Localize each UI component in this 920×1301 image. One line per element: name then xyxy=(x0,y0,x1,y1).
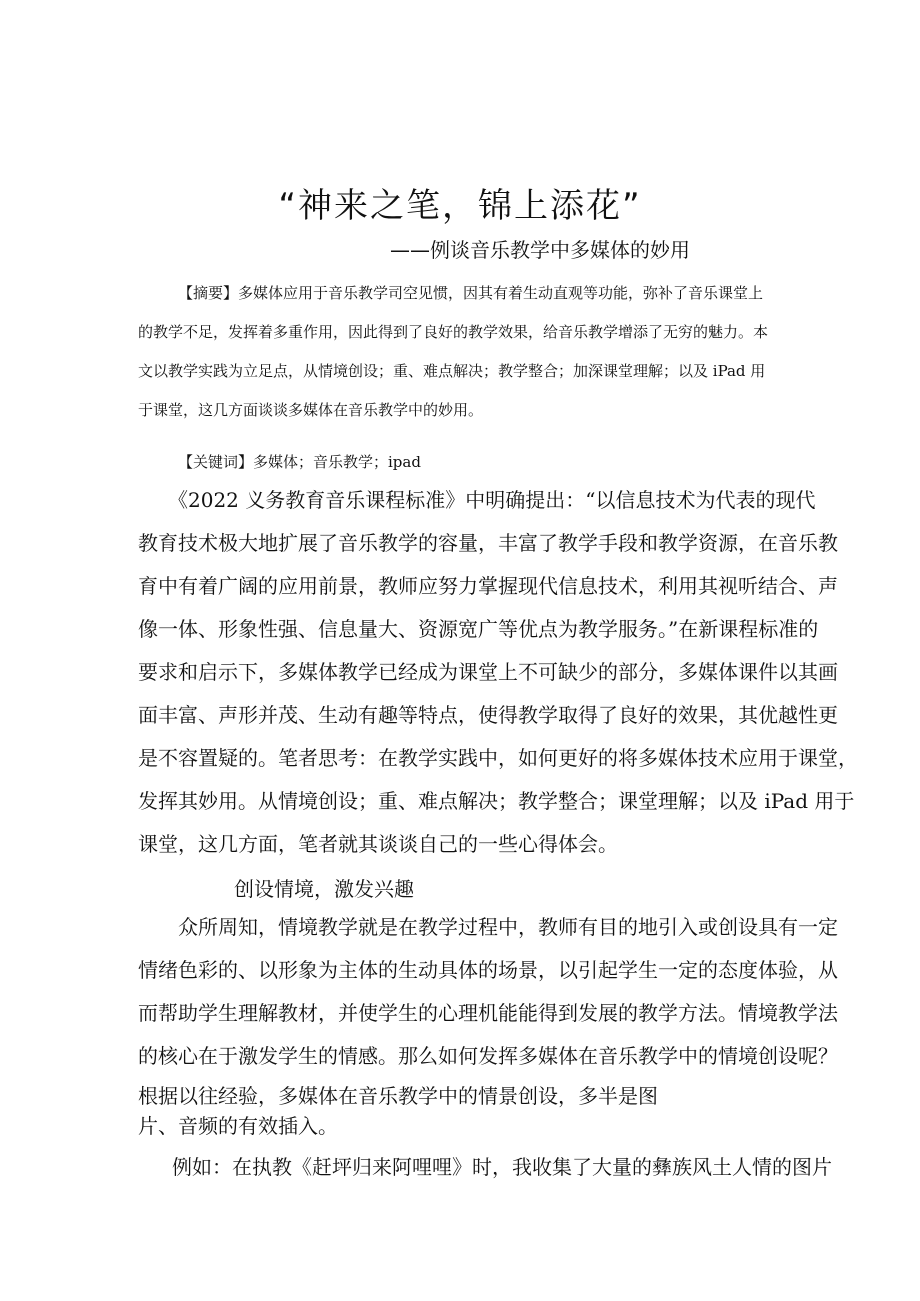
paragraph-line: 《2022 义务教育音乐课程标准》中明确提出：“以信息技术为代表的现代 xyxy=(168,488,816,512)
paragraph-line: 情绪色彩的、以形象为主体的生动具体的场景，以引起学生一定的态度体验，从 xyxy=(138,958,838,982)
document-title: “神来之笔，锦上添花” xyxy=(278,186,642,226)
paragraph-line: 而帮助学生理解教材，并使学生的心理机能能得到发展的教学方法。情境教学法 xyxy=(138,1001,838,1025)
abstract-line: 【摘要】多媒体应用于音乐教学司空见惯，因其有着生动直观等功能，弥补了音乐课堂上 xyxy=(178,284,764,302)
abstract-line: 文以教学实践为立足点，从情境创设；重、难点解决；教学整合；加深课堂理解；以及 iPad 用 xyxy=(138,362,766,380)
paragraph-line: 的核心在于激发学生的情感。那么如何发挥多媒体在音乐教学中的情境创设呢？ xyxy=(138,1044,838,1068)
paragraph-line: 育中有着广阔的应用前景，教师应努力掌握现代信息技术，利用其视听结合、声 xyxy=(138,574,838,598)
paragraph-line: 面丰富、声形并茂、生动有趣等特点，使得教学取得了良好的效果，其优越性更 xyxy=(138,703,838,727)
paragraph-line: 像一体、形象性强、信息量大、资源宽广等优点为教学服务。”在新课程标准的 xyxy=(138,617,819,641)
paragraph-line: 发挥其妙用。从情境创设；重、难点解决；教学整合；课堂理解；以及 iPad 用于 xyxy=(138,789,855,813)
section-heading: 创设情境，激发兴趣 xyxy=(234,877,414,901)
abstract-line: 的教学不足，发挥着多重作用，因此得到了良好的教学效果，给音乐教学增添了无穷的魅力。本 xyxy=(138,323,769,341)
document-subtitle: ——例谈音乐教学中多媒体的妙用 xyxy=(390,238,690,262)
paragraph-line: 要求和启示下，多媒体教学已经成为课堂上不可缺少的部分，多媒体课件以其画 xyxy=(138,660,838,684)
paragraph-line: 众所周知，情境教学就是在教学过程中，教师有目的地引入或创设具有一定 xyxy=(178,915,838,939)
paragraph-line: 例如：在执教《赶坪归来阿哩哩》时，我收集了大量的彝族风土人情的图片 xyxy=(172,1155,832,1179)
paragraph-line: 是不容置疑的。笔者思考：在教学实践中，如何更好的将多媒体技术应用于课堂， xyxy=(138,746,858,770)
paragraph-line: 教育技术极大地扩展了音乐教学的容量，丰富了教学手段和教学资源，在音乐教 xyxy=(138,531,838,555)
paragraph-line: 根据以往经验，多媒体在音乐教学中的情景创设，多半是图 xyxy=(138,1084,658,1108)
abstract-line: 于课堂，这几方面谈谈多媒体在音乐教学中的妙用。 xyxy=(138,401,484,419)
paragraph-line: 课堂，这几方面，笔者就其谈谈自己的一些心得体会。 xyxy=(138,832,618,856)
keywords-line: 【关键词】多媒体；音乐教学；ipad xyxy=(178,453,421,471)
paragraph-line: 片、音频的有效插入。 xyxy=(138,1114,338,1138)
